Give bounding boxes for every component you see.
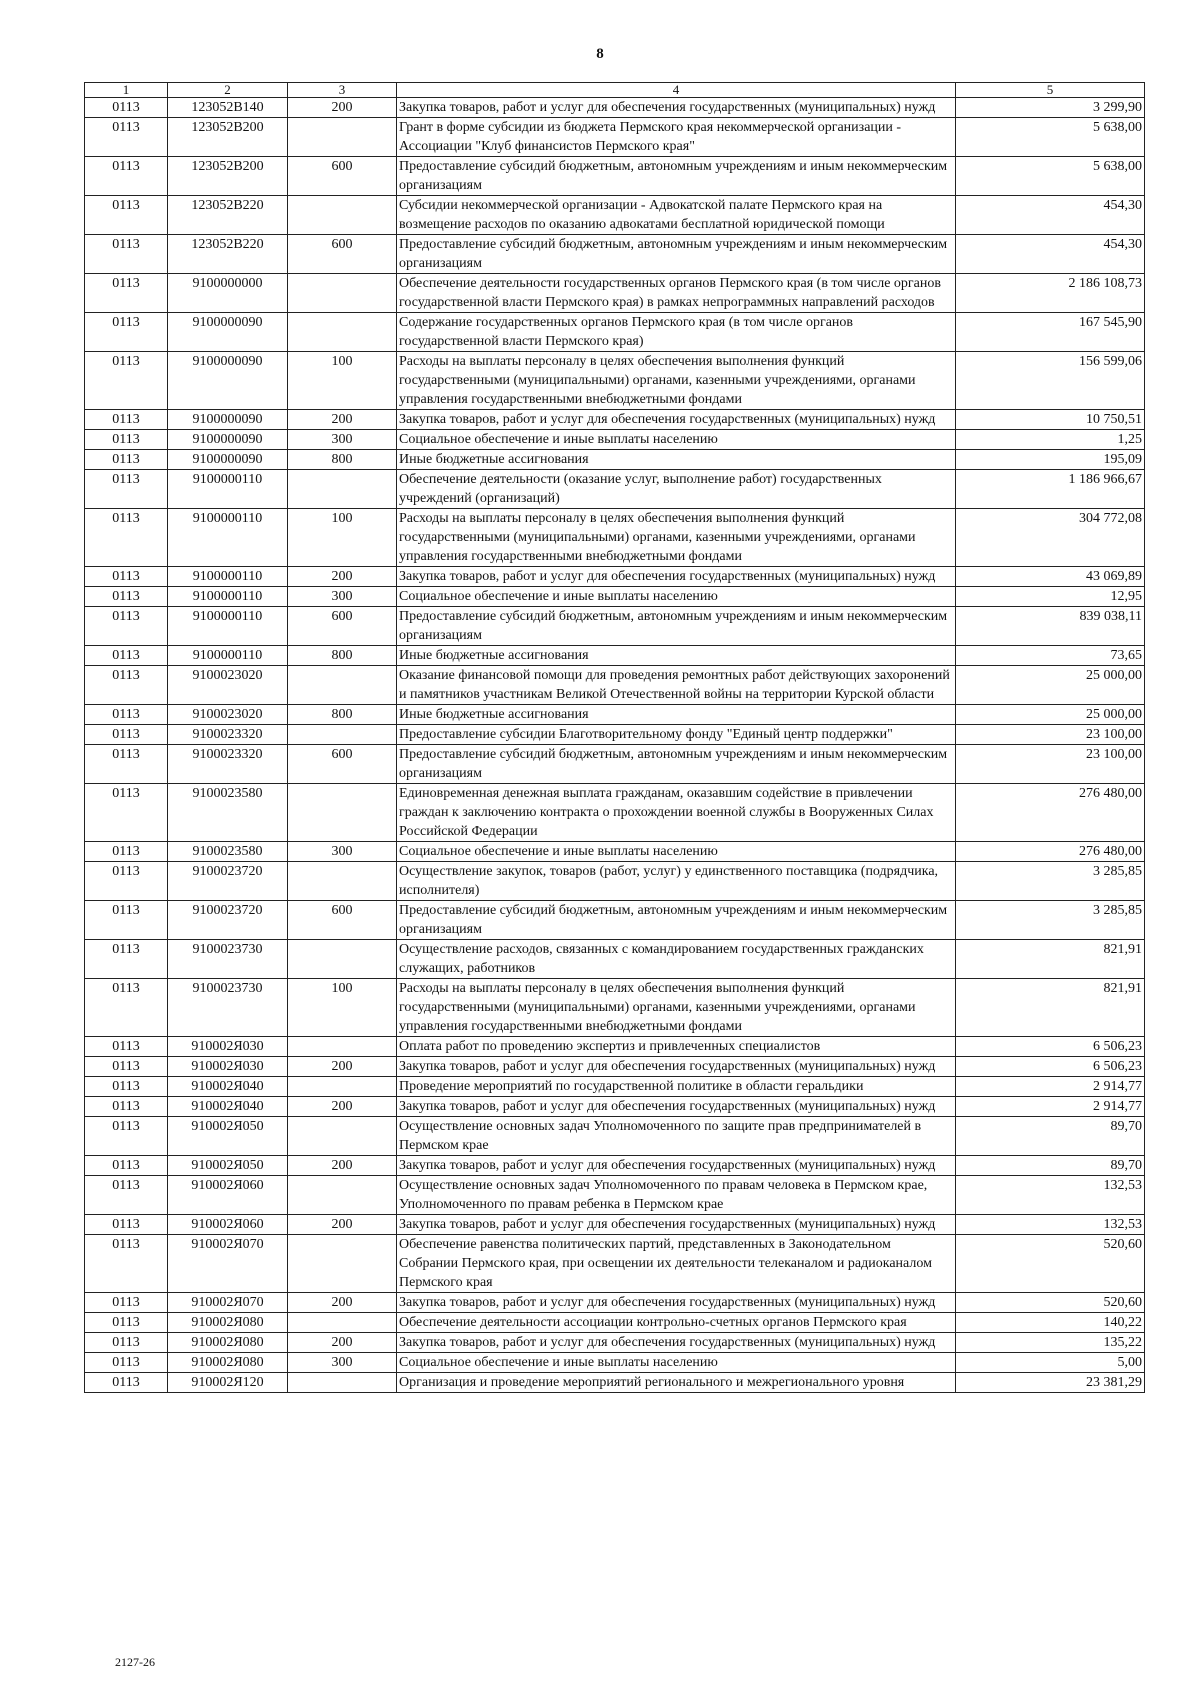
footer-code: 2127-26 (115, 1655, 155, 1669)
target-article-code-cell: 9100000090 (168, 313, 288, 352)
target-article-code-cell: 910002Я030 (168, 1037, 288, 1057)
section-code-cell: 0113 (85, 1156, 168, 1176)
table-row (85, 1353, 1145, 1373)
expense-description-cell: Предоставление субсидий бюджетным, автономным учреждениям и иным некоммерческим организациям (397, 157, 956, 196)
section-code-cell: 0113 (85, 313, 168, 352)
section-code-cell: 0113 (85, 1235, 168, 1293)
amount-cell: 839 038,11 (956, 607, 1145, 646)
table-row (85, 410, 1145, 430)
section-code-cell: 0113 (85, 450, 168, 470)
expense-type-code-cell: 200 (288, 1293, 397, 1313)
target-article-code-cell: 910002Я030 (168, 1057, 288, 1077)
table-row (85, 842, 1145, 862)
expense-description-cell: Закупка товаров, работ и услуг для обеспечения государственных (муниципальных) нужд (397, 98, 956, 118)
section-code-cell: 0113 (85, 430, 168, 450)
target-article-code-cell: 9100023320 (168, 725, 288, 745)
table-row (85, 784, 1145, 842)
section-code-cell: 0113 (85, 274, 168, 313)
section-code-cell: 0113 (85, 1215, 168, 1235)
expense-type-code-cell: 200 (288, 410, 397, 430)
table-row (85, 450, 1145, 470)
expense-type-code-cell (288, 1313, 397, 1333)
table-row (85, 1117, 1145, 1156)
amount-cell: 2 186 108,73 (956, 274, 1145, 313)
target-article-code-cell: 9100023720 (168, 862, 288, 901)
expense-type-code-cell: 800 (288, 646, 397, 666)
expense-description-cell: Предоставление субсидий бюджетным, автономным учреждениям и иным некоммерческим организациям (397, 901, 956, 940)
table-row (85, 274, 1145, 313)
section-code-cell: 0113 (85, 862, 168, 901)
expense-type-code-cell: 300 (288, 1353, 397, 1373)
target-article-code-cell: 9100000090 (168, 430, 288, 450)
table-row (85, 607, 1145, 646)
amount-cell: 276 480,00 (956, 842, 1145, 862)
target-article-code-cell: 910002Я050 (168, 1156, 288, 1176)
expense-type-code-cell: 800 (288, 450, 397, 470)
target-article-code-cell: 910002Я120 (168, 1373, 288, 1393)
amount-cell: 1,25 (956, 430, 1145, 450)
amount-cell: 276 480,00 (956, 784, 1145, 842)
section-code-cell: 0113 (85, 607, 168, 646)
expense-description-cell: Расходы на выплаты персоналу в целях обеспечения выполнения функций государственными (муниципальными) органами, казенными учреждениями, органами управления государственными внебюджетными фондами (397, 979, 956, 1037)
expense-type-code-cell (288, 196, 397, 235)
table-row (85, 901, 1145, 940)
expense-description-cell: Расходы на выплаты персоналу в целях обеспечения выполнения функций государственными (муниципальными) органами, казенными учреждениями, органами управления государственными внебюджетными фондами (397, 352, 956, 410)
section-code-cell: 0113 (85, 1057, 168, 1077)
expense-description-cell: Предоставление субсидий бюджетным, автономным учреждениям и иным некоммерческим организациям (397, 235, 956, 274)
amount-cell: 89,70 (956, 1117, 1145, 1156)
table-row (85, 430, 1145, 450)
section-code-cell: 0113 (85, 410, 168, 430)
expense-type-code-cell (288, 862, 397, 901)
expense-description-cell: Осуществление закупок, товаров (работ, услуг) у единственного поставщика (подрядчика, исполнителя) (397, 862, 956, 901)
amount-cell: 43 069,89 (956, 567, 1145, 587)
expense-type-code-cell: 200 (288, 567, 397, 587)
section-code-cell: 0113 (85, 470, 168, 509)
amount-cell: 3 299,90 (956, 98, 1145, 118)
amount-cell: 140,22 (956, 1313, 1145, 1333)
expense-description-cell: Социальное обеспечение и иные выплаты населению (397, 587, 956, 607)
table-row (85, 509, 1145, 567)
table-row (85, 940, 1145, 979)
section-code-cell: 0113 (85, 1373, 168, 1393)
section-code-cell: 0113 (85, 725, 168, 745)
expense-type-code-cell: 300 (288, 587, 397, 607)
table-row (85, 1156, 1145, 1176)
amount-cell: 12,95 (956, 587, 1145, 607)
target-article-code-cell: 9100023580 (168, 842, 288, 862)
table-row (85, 567, 1145, 587)
expense-description-cell: Закупка товаров, работ и услуг для обеспечения государственных (муниципальных) нужд (397, 567, 956, 587)
expense-type-code-cell (288, 313, 397, 352)
expense-description-cell: Осуществление основных задач Уполномоченного по защите прав предпринимателей в Пермском крае (397, 1117, 956, 1156)
column-header-2: 2 (168, 83, 288, 98)
expense-type-code-cell: 300 (288, 430, 397, 450)
target-article-code-cell: 9100000110 (168, 646, 288, 666)
table-row (85, 725, 1145, 745)
target-article-code-cell: 910002Я080 (168, 1353, 288, 1373)
amount-cell: 520,60 (956, 1293, 1145, 1313)
column-header-1: 1 (85, 83, 168, 98)
target-article-code-cell: 9100023730 (168, 940, 288, 979)
target-article-code-cell: 910002Я060 (168, 1215, 288, 1235)
target-article-code-cell: 9100000110 (168, 509, 288, 567)
amount-cell: 2 914,77 (956, 1077, 1145, 1097)
target-article-code-cell: 9100000110 (168, 587, 288, 607)
expense-description-cell: Обеспечение деятельности государственных органов Пермского края (в том числе органов государственной власти Пермского края) в рамках непрограммных направлений расходов (397, 274, 956, 313)
expense-description-cell: Организация и проведение мероприятий регионального и межрегионального уровня (397, 1373, 956, 1393)
target-article-code-cell: 123052В220 (168, 235, 288, 274)
amount-cell: 3 285,85 (956, 901, 1145, 940)
amount-cell: 1 186 966,67 (956, 470, 1145, 509)
amount-cell: 2 914,77 (956, 1097, 1145, 1117)
target-article-code-cell: 123052В220 (168, 196, 288, 235)
expense-type-code-cell (288, 784, 397, 842)
target-article-code-cell: 9100000110 (168, 607, 288, 646)
expense-description-cell: Обеспечение равенства политических партий, представленных в Законодательном Собрании Пермского края, при освещении их деятельности телеканалом и радиоканалом Пермского края (397, 1235, 956, 1293)
expense-description-cell: Закупка товаров, работ и услуг для обеспечения государственных (муниципальных) нужд (397, 1097, 956, 1117)
expense-type-code-cell (288, 1037, 397, 1057)
amount-cell: 132,53 (956, 1176, 1145, 1215)
target-article-code-cell: 910002Я040 (168, 1077, 288, 1097)
section-code-cell: 0113 (85, 196, 168, 235)
target-article-code-cell: 9100023720 (168, 901, 288, 940)
expense-description-cell: Закупка товаров, работ и услуг для обеспечения государственных (муниципальных) нужд (397, 1057, 956, 1077)
expense-type-code-cell: 200 (288, 1215, 397, 1235)
amount-cell: 23 381,29 (956, 1373, 1145, 1393)
expense-description-cell: Предоставление субсидии Благотворительному фонду "Единый центр поддержки" (397, 725, 956, 745)
amount-cell: 6 506,23 (956, 1037, 1145, 1057)
expense-type-code-cell: 100 (288, 352, 397, 410)
amount-cell: 25 000,00 (956, 666, 1145, 705)
table-row (85, 1313, 1145, 1333)
expense-description-cell: Иные бюджетные ассигнования (397, 646, 956, 666)
expense-description-cell: Иные бюджетные ассигнования (397, 705, 956, 725)
section-code-cell: 0113 (85, 1293, 168, 1313)
amount-cell: 73,65 (956, 646, 1145, 666)
target-article-code-cell: 9100000110 (168, 567, 288, 587)
expense-type-code-cell (288, 666, 397, 705)
section-code-cell: 0113 (85, 1077, 168, 1097)
target-article-code-cell: 910002Я070 (168, 1235, 288, 1293)
table-row (85, 745, 1145, 784)
expense-type-code-cell: 600 (288, 901, 397, 940)
expense-description-cell: Закупка товаров, работ и услуг для обеспечения государственных (муниципальных) нужд (397, 1293, 956, 1313)
expense-description-cell: Обеспечение деятельности ассоциации контрольно-счетных органов Пермского края (397, 1313, 956, 1333)
amount-cell: 821,91 (956, 979, 1145, 1037)
target-article-code-cell: 910002Я040 (168, 1097, 288, 1117)
expense-type-code-cell: 200 (288, 98, 397, 118)
table-row (85, 235, 1145, 274)
expense-type-code-cell (288, 1235, 397, 1293)
expense-description-cell: Предоставление субсидий бюджетным, автономным учреждениям и иным некоммерческим организациям (397, 745, 956, 784)
expense-description-cell: Оплата работ по проведению экспертиз и привлеченных специалистов (397, 1037, 956, 1057)
target-article-code-cell: 910002Я080 (168, 1313, 288, 1333)
expense-description-cell: Социальное обеспечение и иные выплаты населению (397, 430, 956, 450)
expense-type-code-cell: 600 (288, 745, 397, 784)
target-article-code-cell: 9100023730 (168, 979, 288, 1037)
expense-description-cell: Содержание государственных органов Пермского края (в том числе органов государственной власти Пермского края) (397, 313, 956, 352)
expense-description-cell: Расходы на выплаты персоналу в целях обеспечения выполнения функций государственными (муниципальными) органами, казенными учреждениями, органами управления государственными внебюджетными фондами (397, 509, 956, 567)
page-number: 8 (596, 46, 604, 62)
table-row (85, 196, 1145, 235)
table-row (85, 1293, 1145, 1313)
column-header-5: 5 (956, 83, 1145, 98)
table-row (85, 157, 1145, 196)
target-article-code-cell: 9100000090 (168, 410, 288, 430)
target-article-code-cell: 9100023320 (168, 745, 288, 784)
table-row (85, 705, 1145, 725)
amount-cell: 454,30 (956, 196, 1145, 235)
table-row (85, 1176, 1145, 1215)
table-row (85, 1097, 1145, 1117)
section-code-cell: 0113 (85, 745, 168, 784)
expense-type-code-cell (288, 1117, 397, 1156)
expense-type-code-cell (288, 118, 397, 157)
expense-type-code-cell (288, 1176, 397, 1215)
section-code-cell: 0113 (85, 1353, 168, 1373)
table-row (85, 98, 1145, 118)
table-row (85, 1077, 1145, 1097)
expense-description-cell: Оказание финансовой помощи для проведения ремонтных работ действующих захоронений и памятников участникам Великой Отечественной войны на территории Курской области (397, 666, 956, 705)
expense-type-code-cell: 600 (288, 235, 397, 274)
section-code-cell: 0113 (85, 587, 168, 607)
expense-description-cell: Грант в форме субсидии из бюджета Пермского края некоммерческой организации - Ассоциации "Клуб финансистов Пермского края" (397, 118, 956, 157)
expense-type-code-cell (288, 470, 397, 509)
expense-description-cell: Закупка товаров, работ и услуг для обеспечения государственных (муниципальных) нужд (397, 1333, 956, 1353)
target-article-code-cell: 9100000090 (168, 352, 288, 410)
amount-cell: 6 506,23 (956, 1057, 1145, 1077)
amount-cell: 454,30 (956, 235, 1145, 274)
section-code-cell: 0113 (85, 1117, 168, 1156)
expense-description-cell: Субсидии некоммерческой организации - Адвокатской палате Пермского края на возмещение расходов по оказанию адвокатами бесплатной юридической помощи (397, 196, 956, 235)
expense-type-code-cell (288, 274, 397, 313)
section-code-cell: 0113 (85, 1097, 168, 1117)
column-number-row (85, 83, 1145, 98)
expense-description-cell: Единовременная денежная выплата гражданам, оказавшим содействие в привлечении граждан к заключению контракта о прохождении военной службы в Вооруженных Силах Российской Федерации (397, 784, 956, 842)
target-article-code-cell: 9100000110 (168, 470, 288, 509)
budget-table (84, 82, 1145, 1393)
section-code-cell: 0113 (85, 646, 168, 666)
amount-cell: 821,91 (956, 940, 1145, 979)
expense-description-cell: Закупка товаров, работ и услуг для обеспечения государственных (муниципальных) нужд (397, 1156, 956, 1176)
section-code-cell: 0113 (85, 1037, 168, 1057)
expense-description-cell: Проведение мероприятий по государственной политике в области геральдики (397, 1077, 956, 1097)
section-code-cell: 0113 (85, 979, 168, 1037)
section-code-cell: 0113 (85, 98, 168, 118)
table-row (85, 1057, 1145, 1077)
expense-type-code-cell: 800 (288, 705, 397, 725)
expense-description-cell: Закупка товаров, работ и услуг для обеспечения государственных (муниципальных) нужд (397, 1215, 956, 1235)
section-code-cell: 0113 (85, 118, 168, 157)
amount-cell: 23 100,00 (956, 745, 1145, 784)
amount-cell: 5,00 (956, 1353, 1145, 1373)
amount-cell: 132,53 (956, 1215, 1145, 1235)
target-article-code-cell: 910002Я070 (168, 1293, 288, 1313)
target-article-code-cell: 9100000090 (168, 450, 288, 470)
target-article-code-cell: 123052В200 (168, 157, 288, 196)
expense-type-code-cell: 200 (288, 1057, 397, 1077)
section-code-cell: 0113 (85, 940, 168, 979)
expense-description-cell: Осуществление расходов, связанных с командированием государственных гражданских служащих, работников (397, 940, 956, 979)
target-article-code-cell: 910002Я050 (168, 1117, 288, 1156)
expense-type-code-cell: 200 (288, 1097, 397, 1117)
section-code-cell: 0113 (85, 509, 168, 567)
table-row (85, 118, 1145, 157)
expense-type-code-cell: 600 (288, 157, 397, 196)
section-code-cell: 0113 (85, 666, 168, 705)
target-article-code-cell: 123052В200 (168, 118, 288, 157)
amount-cell: 5 638,00 (956, 118, 1145, 157)
target-article-code-cell: 9100000000 (168, 274, 288, 313)
expense-description-cell: Предоставление субсидий бюджетным, автономным учреждениям и иным некоммерческим организациям (397, 607, 956, 646)
expense-type-code-cell (288, 1373, 397, 1393)
amount-cell: 195,09 (956, 450, 1145, 470)
expense-type-code-cell (288, 940, 397, 979)
expense-description-cell: Социальное обеспечение и иные выплаты населению (397, 842, 956, 862)
amount-cell: 89,70 (956, 1156, 1145, 1176)
expense-description-cell: Социальное обеспечение и иные выплаты населению (397, 1353, 956, 1373)
table-row (85, 1373, 1145, 1393)
section-code-cell: 0113 (85, 235, 168, 274)
amount-cell: 5 638,00 (956, 157, 1145, 196)
expense-description-cell: Иные бюджетные ассигнования (397, 450, 956, 470)
table-row (85, 1037, 1145, 1057)
table-row (85, 1333, 1145, 1353)
amount-cell: 25 000,00 (956, 705, 1145, 725)
table-row (85, 979, 1145, 1037)
amount-cell: 304 772,08 (956, 509, 1145, 567)
target-article-code-cell: 9100023580 (168, 784, 288, 842)
section-code-cell: 0113 (85, 1176, 168, 1215)
expense-type-code-cell: 200 (288, 1156, 397, 1176)
table-row (85, 587, 1145, 607)
section-code-cell: 0113 (85, 352, 168, 410)
expense-type-code-cell (288, 1077, 397, 1097)
expense-type-code-cell: 200 (288, 1333, 397, 1353)
section-code-cell: 0113 (85, 567, 168, 587)
section-code-cell: 0113 (85, 705, 168, 725)
amount-cell: 156 599,06 (956, 352, 1145, 410)
expense-description-cell: Осуществление основных задач Уполномоченного по правам человека в Пермском крае, Уполномоченного по правам ребенка в Пермском крае (397, 1176, 956, 1215)
target-article-code-cell: 910002Я060 (168, 1176, 288, 1215)
expense-description-cell: Обеспечение деятельности (оказание услуг, выполнение работ) государственных учреждений (организаций) (397, 470, 956, 509)
amount-cell: 3 285,85 (956, 862, 1145, 901)
table-row (85, 1235, 1145, 1293)
amount-cell: 167 545,90 (956, 313, 1145, 352)
section-code-cell: 0113 (85, 784, 168, 842)
section-code-cell: 0113 (85, 1333, 168, 1353)
table-row (85, 313, 1145, 352)
table-row (85, 646, 1145, 666)
section-code-cell: 0113 (85, 901, 168, 940)
expense-type-code-cell: 100 (288, 979, 397, 1037)
expense-type-code-cell: 100 (288, 509, 397, 567)
expense-type-code-cell: 300 (288, 842, 397, 862)
amount-cell: 23 100,00 (956, 725, 1145, 745)
table-row (85, 1215, 1145, 1235)
amount-cell: 520,60 (956, 1235, 1145, 1293)
table-row (85, 862, 1145, 901)
section-code-cell: 0113 (85, 842, 168, 862)
target-article-code-cell: 123052В140 (168, 98, 288, 118)
amount-cell: 135,22 (956, 1333, 1145, 1353)
target-article-code-cell: 9100023020 (168, 666, 288, 705)
section-code-cell: 0113 (85, 1313, 168, 1333)
amount-cell: 10 750,51 (956, 410, 1145, 430)
expense-type-code-cell (288, 725, 397, 745)
table-row (85, 666, 1145, 705)
table-row (85, 352, 1145, 410)
target-article-code-cell: 910002Я080 (168, 1333, 288, 1353)
section-code-cell: 0113 (85, 157, 168, 196)
expense-type-code-cell: 600 (288, 607, 397, 646)
expense-description-cell: Закупка товаров, работ и услуг для обеспечения государственных (муниципальных) нужд (397, 410, 956, 430)
column-header-3: 3 (288, 83, 397, 98)
target-article-code-cell: 9100023020 (168, 705, 288, 725)
column-header-4: 4 (397, 83, 956, 98)
table-row (85, 470, 1145, 509)
